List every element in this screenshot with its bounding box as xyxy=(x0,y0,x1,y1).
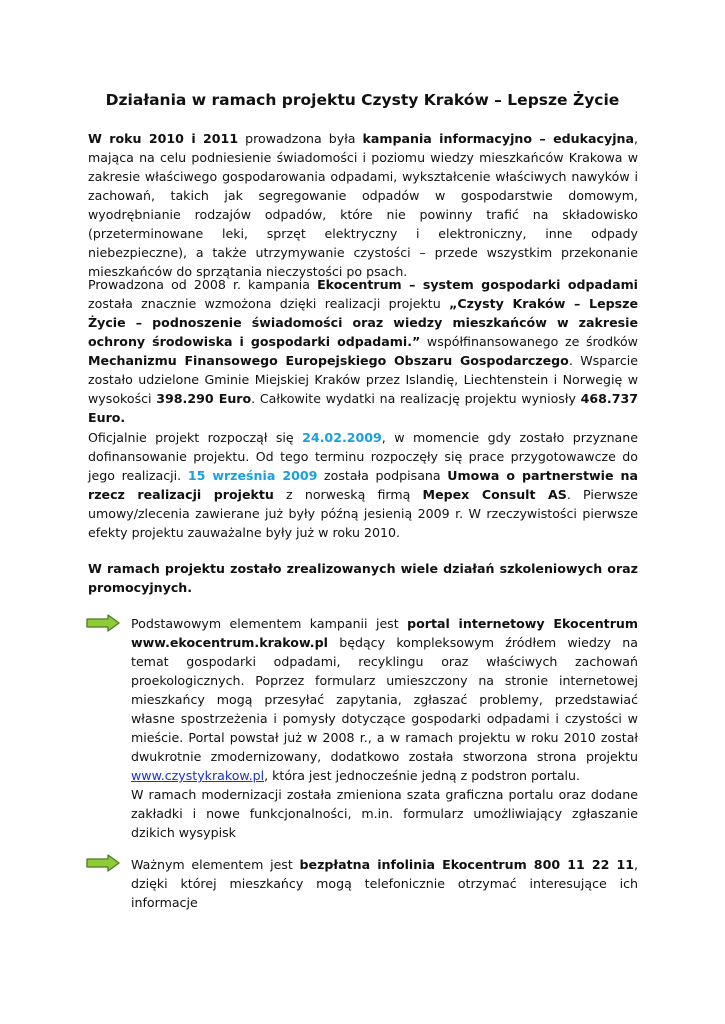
agreement-date: 15 września 2009 xyxy=(187,468,318,483)
grant-amount: 398.290 Euro xyxy=(156,391,252,406)
page-title: Działania w ramach projektu Czysty Kraków – Lepsze Życie xyxy=(105,91,620,109)
years-text: W roku 2010 i 2011 xyxy=(88,131,239,146)
portal-name: portal internetowy Ekocentrum www.ekocentrum.krakow.pl xyxy=(131,616,638,650)
project-name: „Czysty Kraków – Lepsze Życie – podnoszenie świadomości oraz wiedzy mieszkańców w zakresie ochrony środowiska i gospodarki odpadami.” xyxy=(88,296,638,349)
start-date: 24.02.2009 xyxy=(302,430,382,445)
paragraph-timeline: Oficjalnie projekt rozpoczął się 24.02.2009, w momencie gdy zostało przyznane dofinansowanie projektu. Od tego terminu rozpoczęły się prace przygotowawcze do jego realizacji. 15 września 2009 została podpisana Umowa o partnerstwie na rzecz realizacji projektu z norweską firmą Mepex Consult AS. Pierwsze umowy/zlecenia zawierane już były późną jesienią 2009 r. W rzeczywistości pierwsze efekty projektu zauważalne były już w roku 2010. xyxy=(88,430,639,540)
bullet-hotline: Ważnym elementem jest bezpłatna infolinia Ekocentrum 800 11 22 11, dzięki której mieszkańcy mogą telefonicznie otrzymać interesujące ich informacje xyxy=(131,857,638,910)
project-site-link[interactable]: www.czystykrakow.pl xyxy=(131,768,265,783)
partner-name: Mepex Consult AS xyxy=(422,487,567,502)
green-arrow-icon xyxy=(86,854,120,872)
paragraph-project: Prowadzona od 2008 r. kampania Ekocentrum – system gospodarki odpadami została znacznie wzmożona dzięki realizacji projektu „Czysty Kraków – Lepsze Życie – podnoszenie świadomości oraz wiedzy mieszkańców w zakresie ochrony środowiska i gospodarki odpadami.” współfinansowanego ze środków Mechanizmu Finansowego Europejskiego Obszaru Gospodarczego. Wsparcie zostało udzielone Gminie Miejskiej Kraków przez Islandię, Liechtenstein i Norwegię w wysokości 398.290 Euro. Całkowite wydatki na realizację projektu wyniosły 468.737 Euro. xyxy=(88,277,639,425)
paragraph-activities: W ramach projektu zostało zrealizowanych wiele działań szkoleniowych oraz promocyjnych. xyxy=(88,561,638,595)
total-amount: 468.737 Euro. xyxy=(88,391,638,425)
hotline-name: bezpłatna infolinia Ekocentrum 800 11 22 11 xyxy=(299,857,634,872)
green-arrow-icon xyxy=(86,614,120,632)
bullet-portal: Podstawowym elementem kampanii jest portal internetowy Ekocentrum www.ekocentrum.krakow.pl będący kompleksowym źródłem wiedzy na temat gospodarki odpadami, recyklingu oraz właściwych zachowań proekologicznych. Poprzez formularz umieszczony na stronie internetowej mieszkańcy mogą przesyłać zapytania, zgłaszać problemy, przedstawiać własne spostrzeżenia i pomysły dotyczące gospodarki odpadami i czystości w mieście. Portal powstał już w 2008 r., a w ramach projektu w roku 2010 został dwukrotnie zmodernizowany, dodatkowo została stworzona strona projektu www.czystykrakow.pl, która jest jednocześnie jedną z podstron portalu. W ramach modernizacji została zmieniona szata graficzna portalu oraz dodane zakładki i nowe funkcjonalności, m.in. formularz umożliwiający zgłaszanie dzikich wysypisk xyxy=(131,616,638,840)
campaign-name: kampania informacyjno – edukacyjna xyxy=(362,131,634,146)
paragraph-campaign: W roku 2010 i 2011 prowadzona była kampania informacyjno – edukacyjna, mająca na celu podniesienie świadomości i poziomu wiedzy mieszkańców Krakowa w zakresie właściwego gospodarowania odpadami, wykształcenie właściwych nawyków i zachowań, takich jak segregowanie odpadów w gospodarstwie domowym, wyodrębnianie rodzajów odpadów, które nie powinny trafić na składowisko (przeterminowane leki, sprzęt elektryczny i elektroniczny, inne odpady niebezpieczne), a także utrzymywanie czystości – przede wszystkim przekonanie mieszkańców do sprzątania nieczystości po psach. xyxy=(88,131,638,279)
